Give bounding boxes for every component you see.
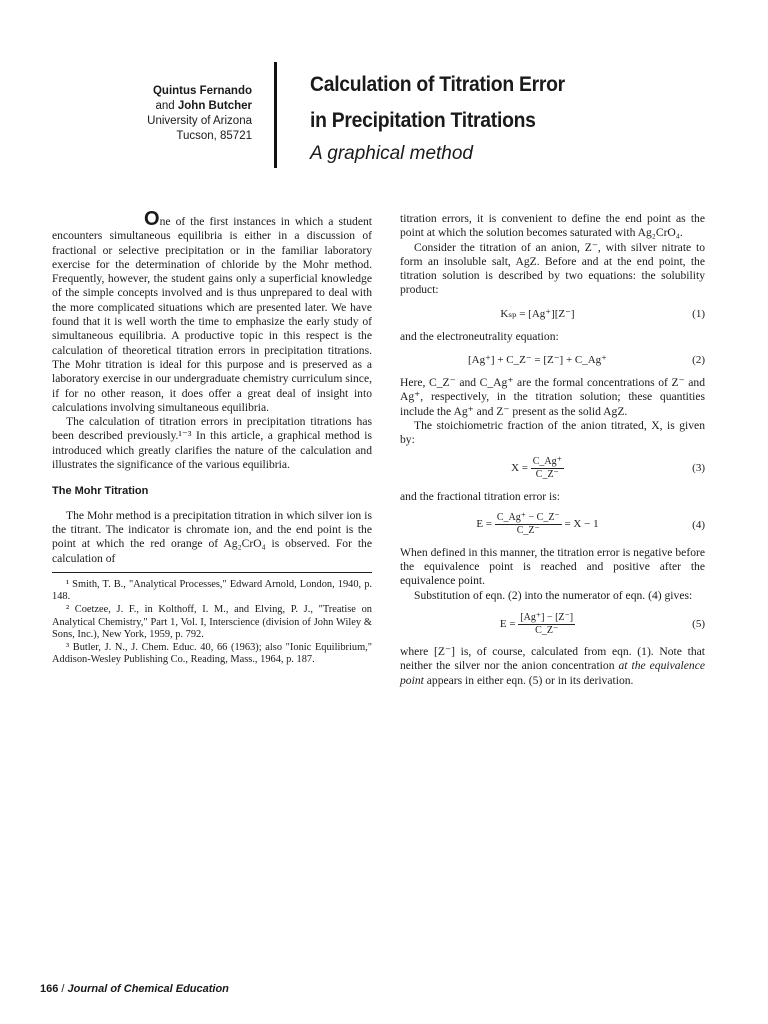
equation-number: (3) [692, 462, 705, 475]
footnote: ² Coetzee, J. F., in Kolthoff, I. M., and Elving, P. J., "Treatise on Analytical Chemistry," Part 1, Vol. I, Interscience (division of John Wiley & Sons, Inc.), New York, 1959, p. 792. [52, 604, 372, 641]
fraction [495, 512, 562, 537]
fraction [518, 612, 575, 637]
title-line: in Precipitation Titrations [310, 108, 536, 132]
numerator: C_Ag⁺ − C_Z⁻ [496, 512, 560, 524]
equation-body [400, 512, 675, 537]
body-paragraph: When defined in this manner, the titration error is negative before the equivalence point is reached and positive after the equivalence point. [400, 545, 705, 588]
footnote: ¹ Smith, T. B., "Analytical Processes," Edward Arnold, London, 1940, p. 148. [52, 578, 372, 603]
page-footer [40, 983, 229, 995]
equation-lhs: X = [511, 462, 528, 475]
numerator: C_Ag⁺ [532, 456, 562, 468]
intro-paragraph [52, 208, 372, 415]
footer-separator: / [61, 983, 65, 995]
equation-number: (1) [692, 307, 705, 320]
author-name: John Butcher [177, 100, 252, 112]
equation-body [400, 456, 675, 481]
footnote: ³ Butler, J. N., J. Chem. Educ. 40, 66 (1963); also "Ionic Equilibrium," Addison-Wesley Publishing Co., Reading, Mass., 1964, p. 187. [52, 641, 372, 666]
body-paragraph: Substitution of eqn. (2) into the numerator of eqn. (4) gives: [414, 588, 693, 602]
paragraph-text: appears in either eqn. (5) or in its derivation. [426, 673, 634, 687]
equation-number: (2) [692, 353, 705, 366]
footnote-divider [52, 572, 372, 573]
denominator: C_Z⁻ [516, 525, 540, 537]
equation-number: (5) [692, 617, 705, 630]
author-block [112, 84, 252, 144]
body-paragraph [400, 645, 705, 688]
page-number: 166 [40, 983, 59, 995]
denominator: C_Z⁻ [535, 469, 559, 481]
fraction [531, 456, 564, 481]
equation-body [400, 612, 675, 637]
equation-2 [400, 348, 705, 372]
body-paragraph: Consider the titration of an anion, Z⁻, with silver nitrate to form an insoluble salt, AgZ. Before and at the end point, the titration solution is described by two equations: the solubility product: [400, 240, 705, 297]
equation-lhs: E = [499, 617, 516, 630]
section-heading: The Mohr Titration [52, 485, 149, 498]
and-word: and [155, 100, 175, 112]
right-column [400, 212, 705, 688]
equation-4 [400, 508, 705, 542]
equation-number: (4) [692, 518, 705, 531]
journal-name: Journal of Chemical Education [67, 983, 229, 995]
author-line-2 [112, 99, 252, 114]
body-paragraph: The Mohr method is a precipitation titration in which silver ion is the titrant. The indicator is chromate ion, and the end point is the point at which the red orange of Ag₂CrO₄ is observed. For the calculation of [52, 508, 372, 565]
numerator: [Ag⁺] − [Z⁻] [520, 611, 574, 623]
denominator: C_Z⁻ [535, 624, 559, 636]
affiliation: University of Arizona [147, 115, 252, 127]
drop-cap: O [144, 208, 160, 230]
affiliation-city: Tucson, 85721 [176, 130, 252, 142]
body-paragraph: The stoichiometric fraction of the anion titrated, X, is given by: [400, 418, 705, 447]
intro-text: ne of the first instances in which a student encounters simultaneous equilibria is either in a discussion of fractional or selective precipitation or in the familiar laboratory exercise for the determination of chloride by the Mohr method. Frequently, however, the student gains only a superficial knowledge of the simple concepts involved and is thus unprepared to deal with the more complicated situations which are presented later. We have found that it is well worth the time to emphasize the early study of simultaneous equilibria. A productive topic in this respect is the calculation of theoretical titration errors in precipitation titrations. The Mohr titration is ideal for this purpose and is preserved as a laboratory exercise in our undergraduate chemistry curriculum since, if for no other reason, it does offer a great deal of insight into calculations involving simultaneous equilibria. [52, 215, 372, 414]
equation-rhs: = X − 1 [564, 518, 599, 531]
body-paragraph: titration errors, it is convenient to define the end point as the point at which the solution becomes saturated with Ag₂CrO₄. [400, 212, 705, 240]
body-paragraph: and the fractional titration error is: [400, 489, 560, 503]
paragraph-text: where [Z⁻] is, of course, calculated from eqn. (1). Note that neither the silver nor the anion concentration [400, 645, 705, 673]
body-paragraph: Here, C_Z⁻ and C_Ag⁺ are the formal concentrations of Z⁻ and Ag⁺, respectively, in the titration solution; these quantities include the Ag⁺ and Z⁻ present as the solid AgZ. [400, 376, 705, 418]
author-name: Quintus Fernando [152, 85, 252, 97]
equation-5 [400, 607, 705, 641]
equation-body: Kₛₚ = [Ag⁺][Z⁻] [500, 307, 575, 320]
body-paragraph: and the electroneutrality equation: [400, 329, 559, 343]
emphasis-text: at the equivalence point [400, 659, 706, 687]
equation-3 [400, 452, 705, 486]
equation-1 [400, 302, 705, 326]
title-line: Calculation of Titration Error [310, 72, 565, 96]
article-subtitle: A graphical method [310, 143, 474, 164]
article-title [310, 66, 688, 138]
left-column [52, 208, 372, 667]
equation-lhs: E = [476, 518, 493, 531]
header-divider [274, 62, 277, 168]
equation-body: [Ag⁺] + C_Z⁻ = [Z⁻] + C_Ag⁺ [468, 353, 607, 366]
body-paragraph: The calculation of titration errors in precipitation titrations has been described previously.¹⁻³ In this article, a graphical method is introduced which greatly clarifies the nature of the calculation and illustrates the significance of the various equilibria. [52, 415, 372, 472]
